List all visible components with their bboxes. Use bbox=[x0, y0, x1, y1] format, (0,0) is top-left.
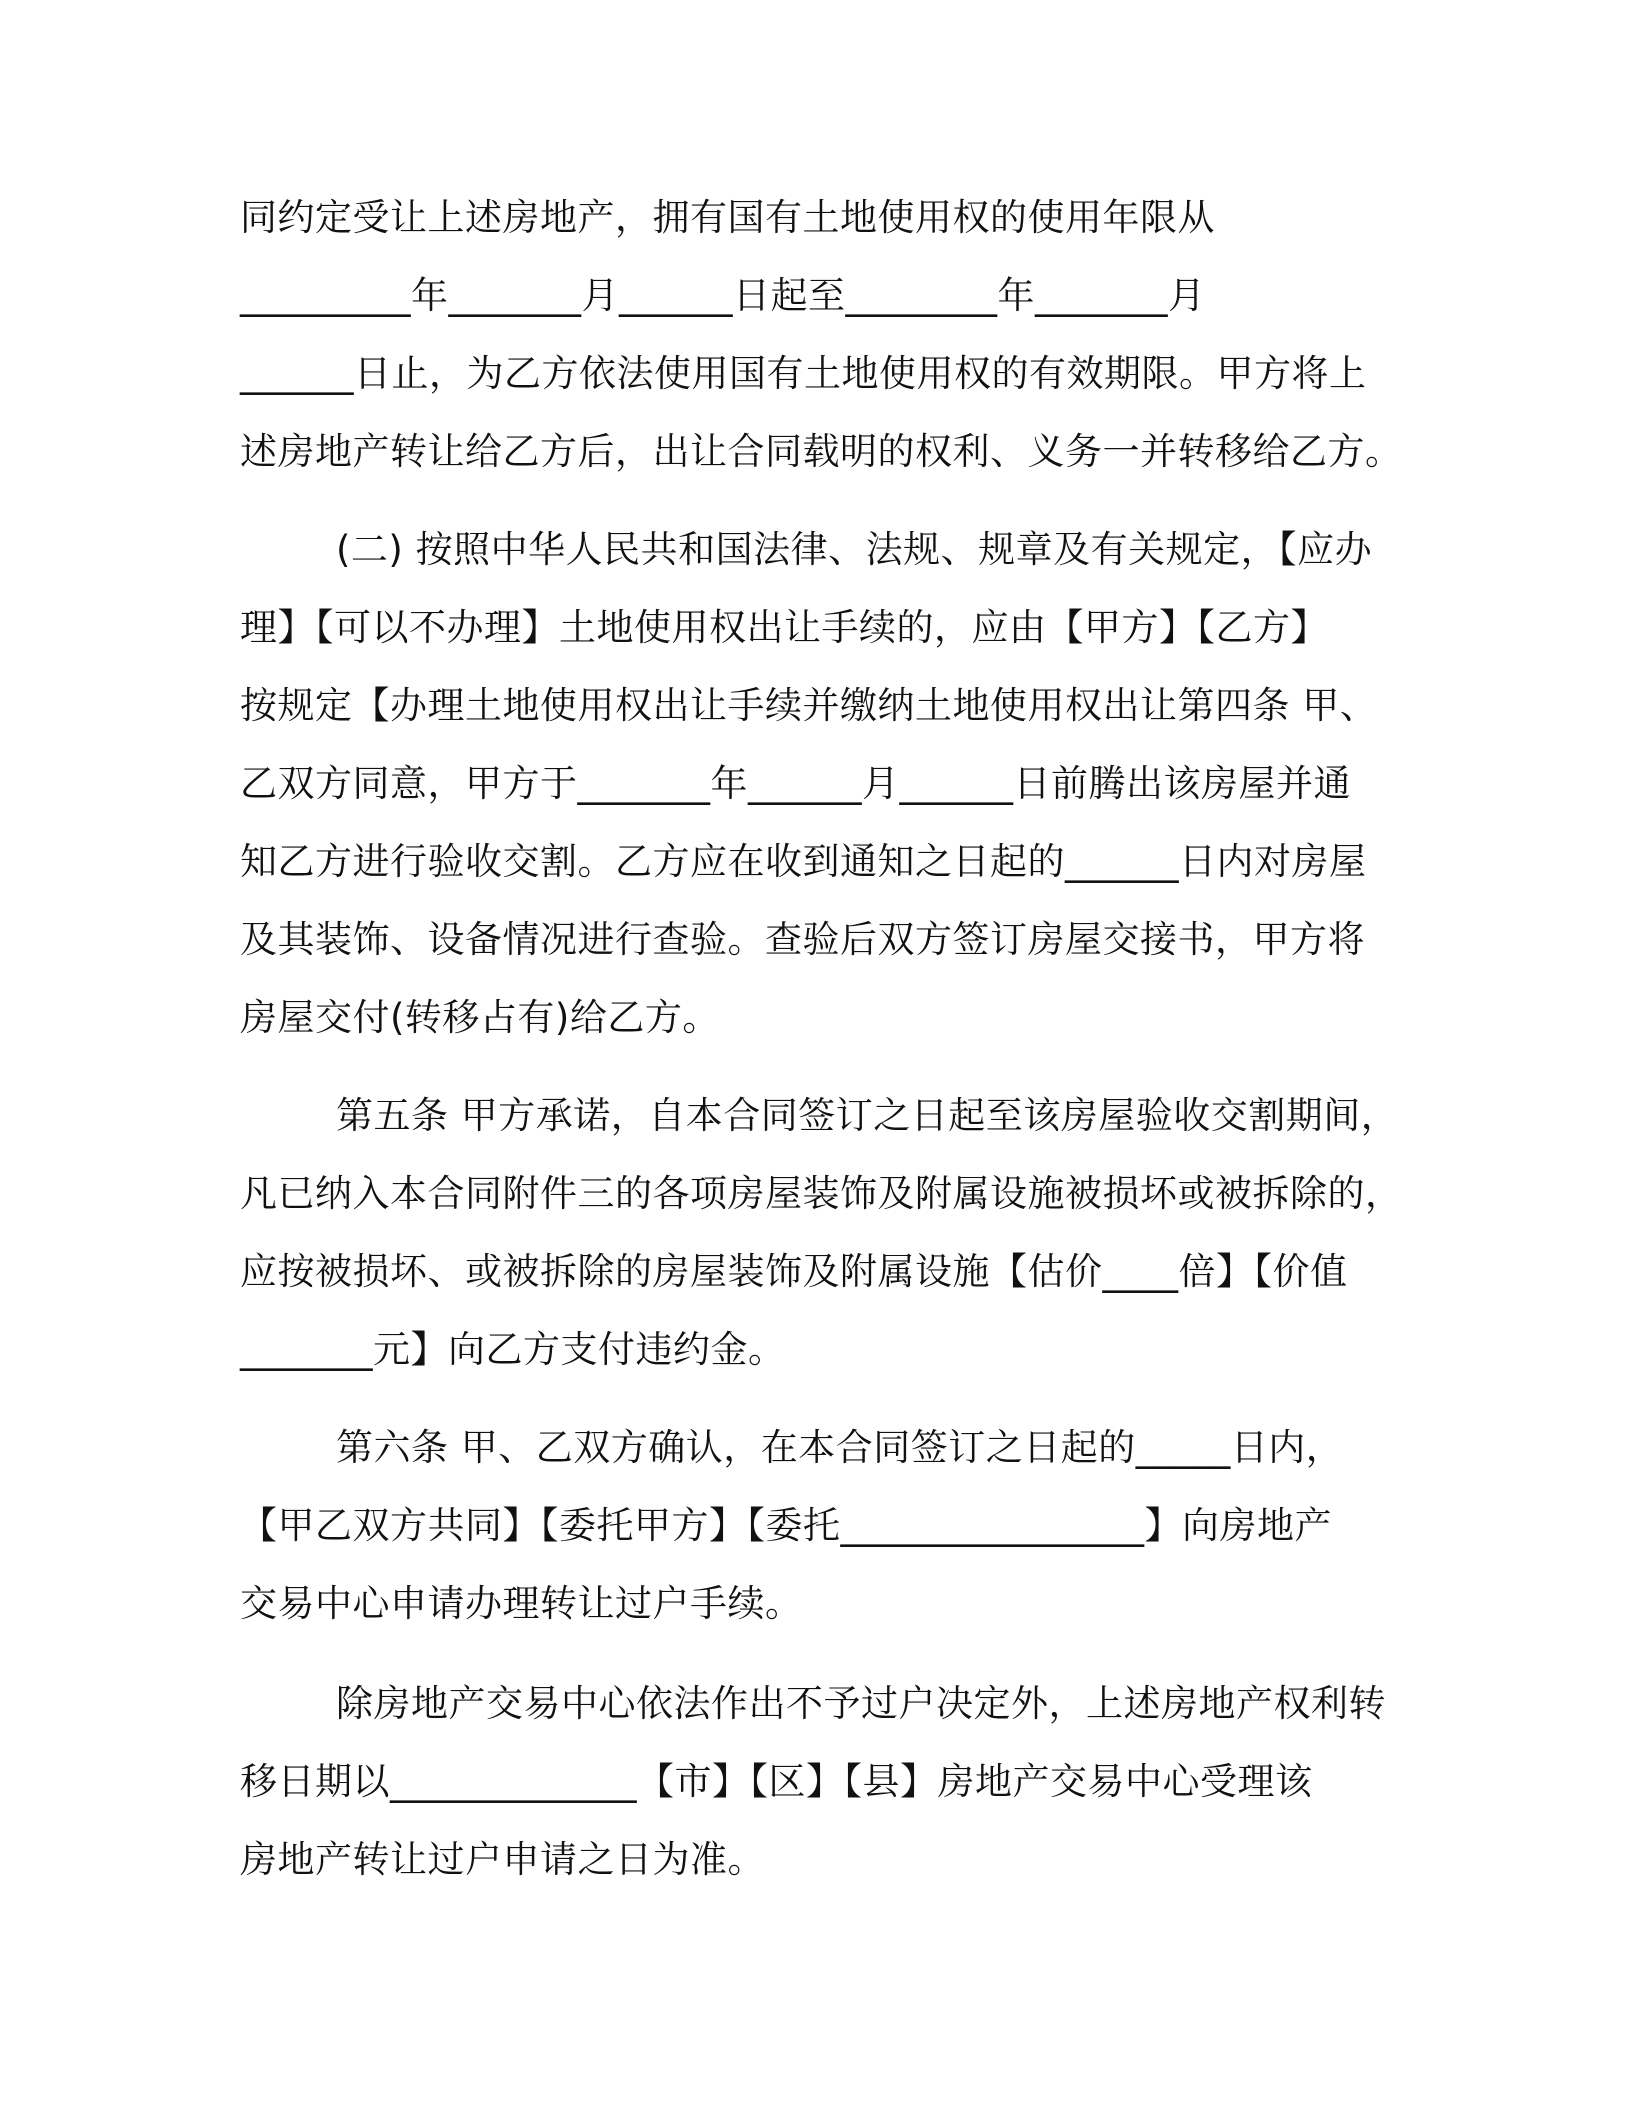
text-line: 移日期以_____________【市】【区】【县】房地产交易中心受理该 bbox=[240, 1760, 1313, 1803]
text-line: 乙双方同意，甲方于_______年______月______日前腾出该房屋并通 bbox=[240, 762, 1351, 805]
text-line: 凡已纳入本合同附件三的各项房屋装饰及附属设施被损坏或被拆除的， bbox=[240, 1172, 1403, 1215]
text-line: 房地产转让过户申请之日为准。 bbox=[240, 1838, 765, 1881]
text-line: 及其装饰、设备情况进行查验。查验后双方签订房屋交接书，甲方将 bbox=[240, 918, 1365, 961]
text-line: 按规定【办理土地使用权出让手续并缴纳土地使用权出让第四条 甲、 bbox=[240, 684, 1378, 727]
text-line: 除房地产交易中心依法作出不予过户决定外，上述房地产权利转 bbox=[336, 1682, 1386, 1725]
text-line: 应按被损坏、或被拆除的房屋装饰及附属设施【估价____倍】【价值 bbox=[240, 1250, 1348, 1293]
text-line: 理】【可以不办理】土地使用权出让手续的，应由【甲方】【乙方】 bbox=[240, 606, 1328, 649]
text-line: _________年_______月______日起至________年_______月 bbox=[240, 274, 1206, 317]
text-line: (二) 按照中华人民共和国法律、法规、规章及有关规定，【应办 bbox=[336, 528, 1373, 571]
text-line: 同约定受让上述房地产，拥有国有土地使用权的使用年限从 bbox=[240, 196, 1215, 239]
text-line: 房屋交付(转移占有)给乙方。 bbox=[240, 996, 720, 1039]
text-line: 【甲乙双方共同】【委托甲方】【委托________________】向房地产 bbox=[240, 1504, 1332, 1547]
text-line: ______日止，为乙方依法使用国有土地使用权的有效期限。甲方将上 bbox=[240, 352, 1367, 395]
text-line: _______元】向乙方支付违约金。 bbox=[240, 1328, 786, 1371]
text-line: 第五条 甲方承诺，自本合同签订之日起至该房屋验收交割期间， bbox=[336, 1094, 1399, 1137]
text-line: 知乙方进行验收交割。乙方应在收到通知之日起的______日内对房屋 bbox=[240, 840, 1367, 883]
text-line: 述房地产转让给乙方后，出让合同载明的权利、义务一并转移给乙方。 bbox=[240, 430, 1403, 473]
text-line: 交易中心申请办理转让过户手续。 bbox=[240, 1582, 803, 1625]
text-line: 第六条 甲、乙双方确认，在本合同签订之日起的_____日内， bbox=[336, 1426, 1344, 1469]
